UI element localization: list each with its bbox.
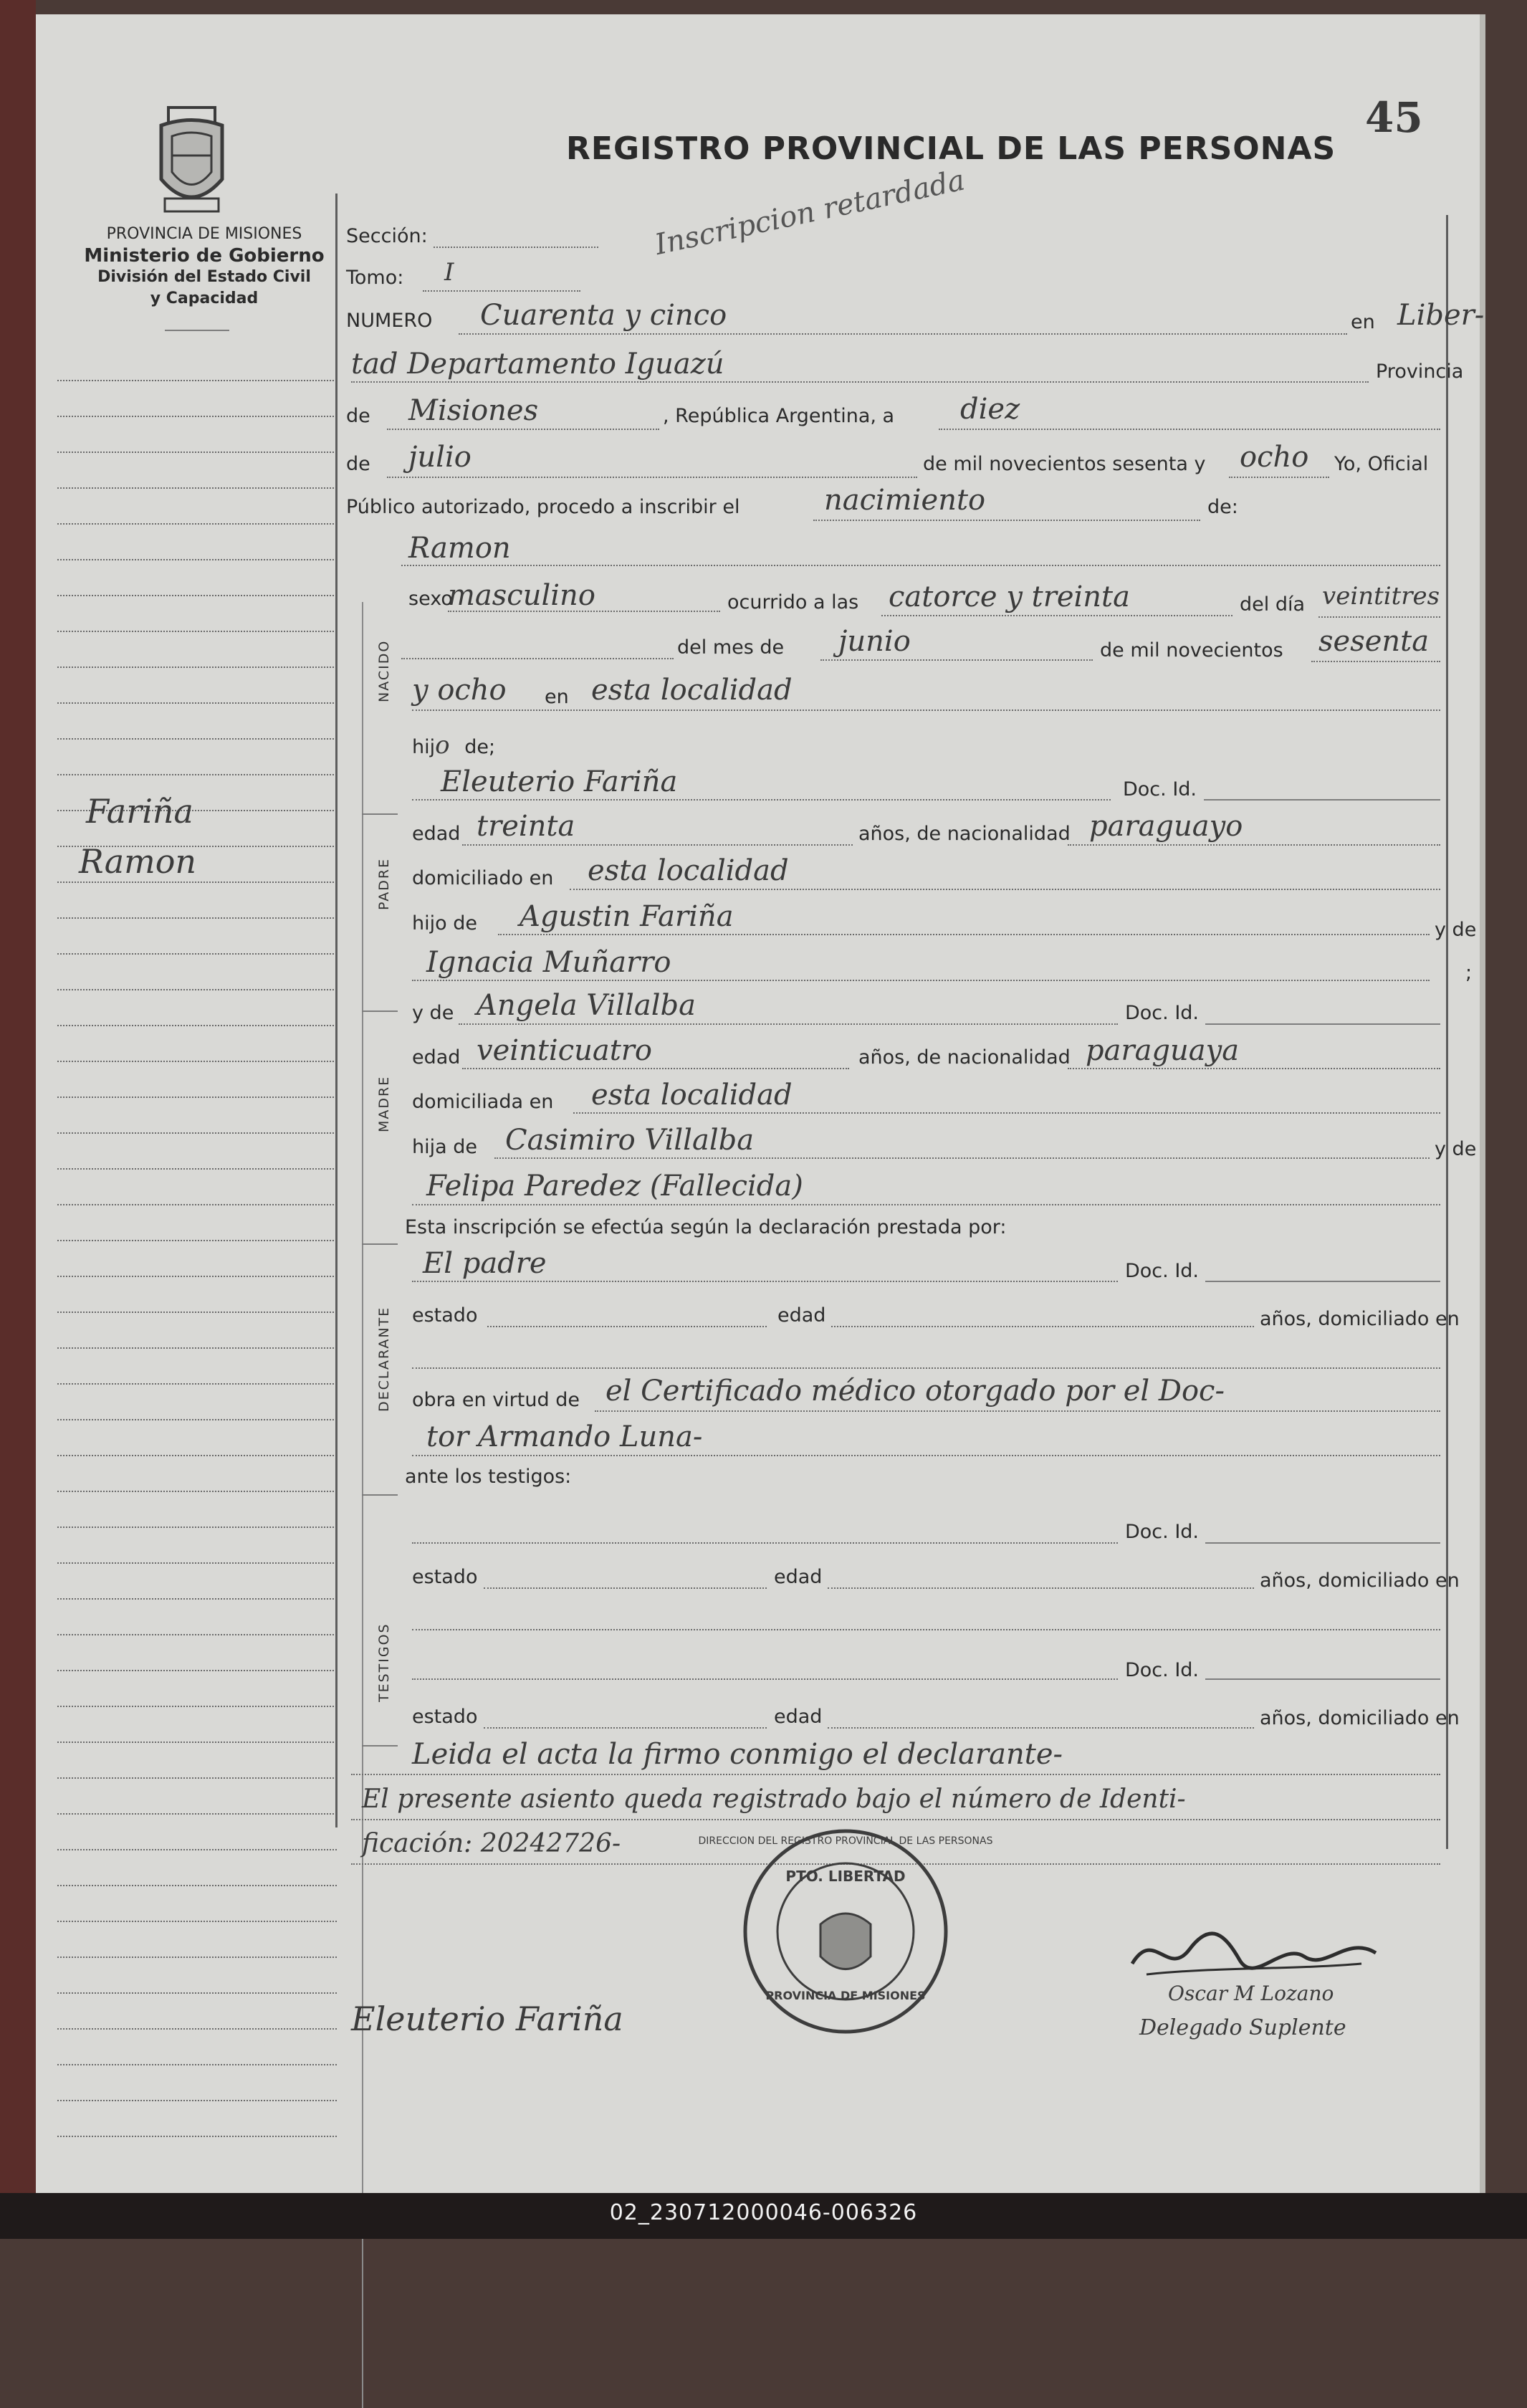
- label-estado-declarante: estado: [412, 1304, 478, 1327]
- official-seal: [698, 1824, 993, 2039]
- label-obra: obra en virtud de: [412, 1389, 580, 1411]
- rule: [1318, 616, 1440, 618]
- value-abuela: Ignacia Muñarro: [426, 946, 671, 979]
- label-seccion: Sección:: [346, 225, 428, 247]
- seal-bottom-text: PROVINCIA DE MISIONES: [765, 1989, 926, 2002]
- value-madre-nac: paraguaya: [1086, 1034, 1240, 1067]
- seal-outer-text: DIRECCION DEL REGISTRO PROVINCIAL DE LAS PERSONAS: [698, 1835, 993, 1847]
- label-ocurrido: ocurrido a las: [727, 591, 859, 613]
- value-obra-2: tor Armando Luna-: [426, 1420, 703, 1453]
- label-republica: , República Argentina, a: [663, 405, 895, 427]
- value-padre-nac: paraguayo: [1089, 810, 1243, 843]
- bracket-tick: [362, 1243, 398, 1245]
- rule: [401, 565, 1440, 566]
- rule: [1068, 844, 1440, 846]
- rule: [351, 381, 1369, 383]
- rule: [412, 1678, 1118, 1680]
- header-division: División del Estado Civil: [97, 268, 311, 286]
- register-page: [36, 14, 1485, 2193]
- label-domiciliado-padre: domiciliado en: [412, 867, 554, 889]
- label-edad-testigo-1: edad: [774, 1566, 823, 1588]
- value-tomo: I: [444, 258, 454, 287]
- label-y-de-madre-2: y de: [1435, 1138, 1477, 1160]
- stamp-inscripcion: Inscripcion retardada: [652, 163, 968, 262]
- value-padre: Eleuterio Fariña: [441, 765, 678, 798]
- rule: [434, 247, 598, 248]
- margin-note-surname: Fariña: [86, 792, 193, 831]
- rule: [484, 1727, 767, 1729]
- bracket-tick: [362, 1494, 398, 1496]
- rule: [387, 477, 917, 478]
- rule: [570, 889, 1440, 890]
- rule: [881, 615, 1232, 616]
- rule: [412, 710, 1440, 711]
- label-publico: Público autorizado, procedo a inscribir el: [346, 496, 740, 518]
- value-madre-dom: esta localidad: [591, 1079, 793, 1112]
- signature-right-name: Oscar M Lozano: [1168, 1982, 1334, 2005]
- label-y-de-padre: y de: [1435, 919, 1477, 941]
- label-sexo: sexo: [408, 588, 453, 610]
- rule: [1068, 1068, 1440, 1069]
- label-anos-dom-testigo-2: años, domiciliado en: [1260, 1707, 1460, 1729]
- value-abuela-m: Felipa Paredez (Fallecida): [426, 1170, 803, 1203]
- rule: [1205, 1281, 1440, 1282]
- rule: [412, 1367, 1440, 1369]
- closing-line-1: Leida el acta la firmo conmigo el declarante-: [412, 1738, 1063, 1771]
- signature-left: Eleuterio Fariña: [351, 2000, 623, 2038]
- rule: [412, 1542, 1118, 1544]
- rule: [828, 1727, 1254, 1729]
- value-madre-edad: veinticuatro: [477, 1034, 652, 1067]
- value-provincia: Misiones: [408, 394, 539, 427]
- label-hija-de: hija de: [412, 1136, 477, 1158]
- hijo-line: [412, 731, 495, 760]
- rule: [828, 1587, 1254, 1589]
- label-edad-padre: edad: [412, 823, 461, 845]
- rule: [484, 1587, 767, 1589]
- rule: [412, 980, 1430, 981]
- label-tomo: Tomo:: [346, 267, 404, 289]
- side-label-madre: MADRE: [376, 1075, 392, 1132]
- closing-line-3: ficación: 20242726-: [362, 1829, 621, 1858]
- rule: [351, 1819, 1440, 1820]
- coat-of-arms-emblem: [150, 104, 233, 219]
- header-ministerio: Ministerio de Gobierno: [84, 245, 325, 267]
- rule: [573, 1112, 1440, 1114]
- label-estado-testigo-2: estado: [412, 1706, 478, 1728]
- rule: [939, 429, 1440, 430]
- label-provincia: Provincia: [1376, 360, 1464, 383]
- label-de-semi: de;: [464, 736, 496, 758]
- book-binding: [0, 0, 36, 2239]
- rule: [351, 1774, 1440, 1775]
- value-numero: Cuarenta y cinco: [480, 299, 727, 332]
- header-provincia: PROVINCIA DE MISIONES: [106, 225, 302, 243]
- value-en-2: tad Departamento Iguazú: [351, 348, 724, 381]
- bracket-tick: [362, 1010, 398, 1012]
- value-padre-edad: treinta: [477, 810, 575, 843]
- rule: [1205, 1023, 1440, 1025]
- value-abuelo-m: Casimiro Villalba: [505, 1124, 755, 1157]
- rule: [595, 1410, 1440, 1412]
- rule: [459, 1023, 1118, 1025]
- label-domiciliada-madre: domiciliada en: [412, 1091, 554, 1113]
- seal-inner-text: PTO. LIBERTAD: [785, 1868, 906, 1885]
- rule: [423, 290, 580, 292]
- rule: [1205, 1542, 1440, 1544]
- rule: [498, 934, 1430, 935]
- label-edad-declarante: edad: [777, 1304, 826, 1327]
- label-doc-id-declarante: Doc. Id.: [1125, 1260, 1200, 1282]
- right-column-rule: [1446, 215, 1448, 1849]
- rule: [1205, 1678, 1440, 1680]
- label-semicolon: ;: [1465, 962, 1473, 984]
- rule: [494, 1157, 1430, 1159]
- label-en: en: [1351, 311, 1375, 333]
- label-anos-dom-declarante: años, domiciliado en: [1260, 1308, 1460, 1330]
- value-ano-nac-1: sesenta: [1318, 625, 1430, 658]
- rule: [462, 1068, 849, 1069]
- label-anos-dom-testigo-1: años, domiciliado en: [1260, 1570, 1460, 1592]
- value-lugar: esta localidad: [591, 674, 793, 707]
- value-madre: Angela Villalba: [477, 989, 696, 1022]
- label-numero: NUMERO: [346, 310, 433, 332]
- margin-note-name: Ramon: [79, 842, 197, 881]
- label-doc-id-testigo-2: Doc. Id.: [1125, 1659, 1200, 1681]
- value-acto: nacimiento: [824, 484, 986, 517]
- rule: [813, 520, 1200, 521]
- header-capacidad: y Capacidad: [150, 290, 259, 307]
- label-mil-sesenta: de mil novecientos sesenta y: [923, 453, 1206, 475]
- rule: [448, 611, 720, 612]
- label-doc-id-padre: Doc. Id.: [1123, 778, 1197, 801]
- value-obra-1: el Certificado médico otorgado por el Doc-: [605, 1375, 1225, 1408]
- value-hijo-suffix: o: [435, 731, 450, 760]
- value-hora: catorce y treinta: [889, 580, 1130, 613]
- label-edad-madre: edad: [412, 1046, 461, 1069]
- rule: [412, 1455, 1440, 1456]
- side-label-nacido: NACIDO: [376, 639, 392, 702]
- label-anos-nac-padre: años, de nacionalidad: [858, 823, 1071, 845]
- value-ano-nac-2: y ocho: [412, 674, 507, 707]
- value-declarante: El padre: [423, 1247, 547, 1280]
- bracket-tick: [362, 1745, 398, 1747]
- rule: [412, 1281, 1118, 1282]
- label-en-lugar: en: [545, 686, 569, 708]
- label-de-mes: de: [346, 453, 370, 475]
- label-estado-testigo-1: estado: [412, 1566, 478, 1588]
- rule: [462, 844, 853, 846]
- side-label-declarante: DECLARANTE: [376, 1306, 392, 1412]
- label-inscripcion: Esta inscripción se efectúa según la declaración prestada por:: [405, 1216, 1007, 1238]
- label-y-de-madre: y de: [412, 1002, 454, 1024]
- label-doc-id-testigo-1: Doc. Id.: [1125, 1521, 1200, 1543]
- page-title: REGISTRO PROVINCIAL DE LAS PERSONAS: [566, 130, 1336, 167]
- label-hijo: hij: [412, 736, 436, 758]
- section-bracket: [362, 602, 363, 2408]
- rule: [831, 1326, 1254, 1327]
- value-sexo: masculino: [448, 579, 595, 612]
- rule: [401, 658, 674, 659]
- rule: [459, 333, 1347, 335]
- value-abuelo: Agustin Fariña: [520, 900, 734, 933]
- label-yo-oficial: Yo, Oficial: [1334, 453, 1429, 475]
- label-de-mil: de mil novecientos: [1100, 639, 1283, 661]
- rule: [412, 799, 1111, 801]
- rule: [487, 1326, 767, 1327]
- value-mes-nac: junio: [838, 625, 911, 658]
- value-mes: julio: [408, 441, 471, 474]
- rule: [1229, 477, 1329, 478]
- bracket-tick: [362, 813, 398, 815]
- rule: [412, 1629, 1440, 1630]
- signature-right-role: Delegado Suplente: [1139, 2015, 1346, 2040]
- label-doc-id-madre: Doc. Id.: [1125, 1002, 1200, 1024]
- page-number: 45: [1365, 93, 1423, 142]
- value-dia: diez: [960, 393, 1020, 426]
- value-ano: ocho: [1240, 441, 1309, 474]
- label-anos-nac-madre: años, de nacionalidad: [858, 1046, 1071, 1069]
- rule: [1311, 661, 1440, 662]
- value-dia-nac: veintitres: [1322, 582, 1440, 611]
- label-del-mes: del mes de: [677, 636, 785, 659]
- header-rule: [165, 330, 229, 331]
- value-en-1: Liber-: [1397, 299, 1485, 332]
- main-column-rule: [335, 194, 338, 1828]
- value-padre-dom: esta localidad: [588, 854, 789, 887]
- file-caption: 02_230712000046-006326: [609, 2200, 918, 2225]
- value-nombre: Ramon: [408, 532, 511, 565]
- label-del-dia: del día: [1240, 593, 1306, 616]
- side-label-padre: PADRE: [376, 857, 392, 910]
- side-label-testigos: TESTIGOS: [376, 1623, 392, 1702]
- label-de-provincia: de: [346, 405, 370, 427]
- rule: [820, 659, 1093, 661]
- label-de-colon: de:: [1207, 496, 1238, 518]
- label-edad-testigo-2: edad: [774, 1706, 823, 1728]
- closing-line-2: El presente asiento queda registrado bajo el número de Identi-: [362, 1784, 1186, 1814]
- label-hijo-de: hijo de: [412, 912, 477, 935]
- signature-right-mark: [1125, 1921, 1383, 1985]
- rule: [387, 429, 659, 430]
- rule: [412, 1204, 1440, 1205]
- rule: [1204, 799, 1440, 801]
- label-testigos: ante los testigos:: [405, 1466, 572, 1488]
